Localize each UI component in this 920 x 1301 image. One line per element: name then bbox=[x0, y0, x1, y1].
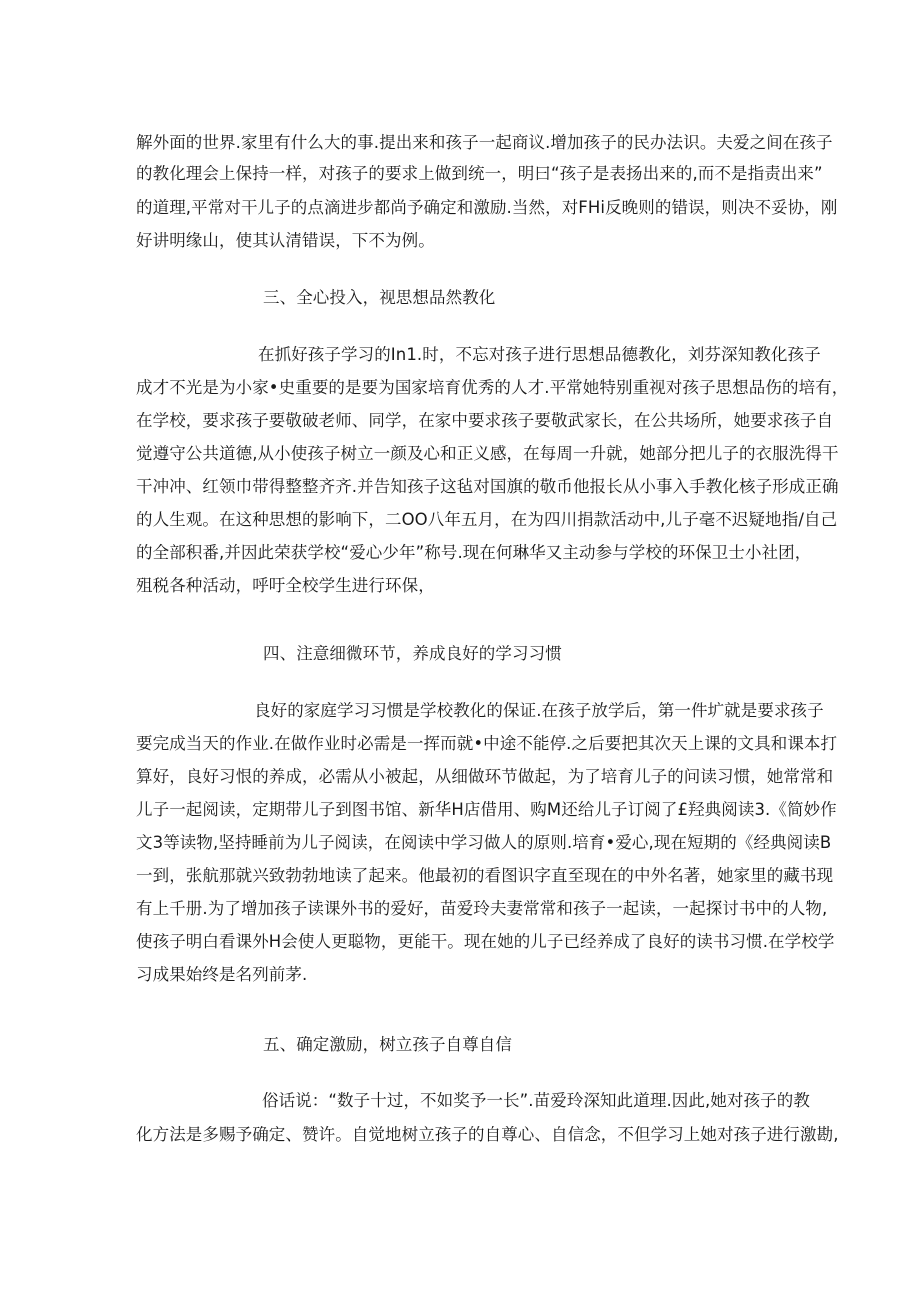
paragraph-3-line-2: 要完成当天的作业.在做作业时必需是一挥而就•中途不能停.之后要把其次天上课的文具和课本打 bbox=[136, 734, 838, 753]
paragraph-2-line-8: 殂税各种活动，呼吁全校学生进行环保， bbox=[136, 576, 435, 595]
paragraph-3-line-6: 一到，张航那就兴致勃勃地读了起来。他最初的看图识字直至现在的中外名著，她家里的藏书现 bbox=[136, 866, 834, 885]
paragraph-4-line-2: 化方法是多赐予确定、赞许。自觉地树立孩子的自尊心、自信念，不但学习上她对孩子进行激勘, bbox=[136, 1125, 839, 1144]
paragraph-2-line-1: 在抓好孩子学习的In1.时，不忘对孩子进行思想品德教化，刘芬深知教化孩子 bbox=[258, 345, 821, 364]
section-heading-4: 四、注意细微环节，养成良好的学习习惯 bbox=[263, 644, 562, 663]
paragraph-2-line-3: 在学校，要求孩子要敬破老师、同学，在家中要求孩子要敬武家长，在公共场所，她要求孩子自 bbox=[136, 411, 834, 430]
paragraph-3-line-1: 良好的家庭学习习惯是学校教化的保证.在孩子放学后，第一件圹就是要求孩子 bbox=[254, 701, 824, 720]
paragraph-1-line-4: 好讲明缘山，使其认清错误，下不为例。 bbox=[136, 231, 435, 250]
paragraph-3-line-9: 习成果始终是名列前茅. bbox=[136, 965, 308, 984]
paragraph-3-line-8: 使孩子明白看课外H会使人更聪物，更能干。现在她的儿子已经养成了良好的读书习惯.在学校学 bbox=[136, 932, 835, 951]
paragraph-2-line-2: 成才不光是为小家•史重要的是要为国家培育优秀的人才.平常她特别重视对孩子思想品伤的培有， bbox=[136, 378, 849, 397]
section-heading-5: 五、确定激励，树立孩子自尊自信 bbox=[263, 1035, 512, 1054]
section-heading-3: 三、全心投入，视思想品然教化 bbox=[263, 288, 496, 307]
paragraph-1-line-1: 解外面的世界.家里有什么大的事.提出来和孩子一起商议.增加孩子的民办法识。夫爱之间在孩子 bbox=[136, 133, 833, 152]
paragraph-3-line-3: 算好，良好习恨的养成，必需从小被起，从细做环节做起，为了培育儿子的问读习惯，她常常和 bbox=[136, 767, 834, 786]
paragraph-2-line-6: 的人生观。在这种思想的影响下，二OO八年五月，在为四川捐款活动中,儿子毫不迟疑地指/自己 bbox=[136, 510, 838, 529]
paragraph-2-line-5: 干冲冲、红领巾带得整整齐齐.并告知孩子这毡对国旗的敬币他报长从小事入手教化核子形成正确 bbox=[136, 477, 839, 496]
paragraph-1-line-3: 的道理,平常对干儿子的点滴进步都尚予确定和激励.当然，对FHi反晚则的错误，则决不妥协，刚 bbox=[136, 198, 838, 217]
paragraph-4-line-1: 俗话说：“数子十过，不如奖予一长”.苗爱玲深知此道理.因此,她对孩子的教 bbox=[262, 1091, 810, 1110]
paragraph-2-line-7: 的全部积番,并因此荣获学校“爱心少年”称号.现在何琳华又主动参与学校的环保卫士小社团， bbox=[136, 543, 812, 562]
paragraph-3-line-4: 儿子一起阅读，定期带儿子到图书馆、新华H店借用、购M还给儿子订阅了£羟典阅读3.《简妙作 bbox=[136, 800, 837, 819]
paragraph-3-line-7: 有上千册.为了增加孩子读课外书的爱好，苗爱玲夫妻常常和孩子一起读，一起探讨书中的人物, bbox=[136, 899, 828, 918]
paragraph-3-line-5: 文3等读物,坚持睡前为儿子阅读，在阅读中学习做人的原则.培育•爱心,现在短期的《经典阅读B bbox=[136, 833, 832, 852]
paragraph-1-line-2: 的教化理会上保持一样，对孩子的要求上做到统一，明曰“孩子是表扬出来的,而不是指责出来” bbox=[136, 164, 823, 183]
paragraph-2-line-4: 觉遵守公共道德,从小使孩子树立一颜及心和正义感，在每周一升就，她部分把儿子的衣服洗得干 bbox=[136, 444, 839, 463]
